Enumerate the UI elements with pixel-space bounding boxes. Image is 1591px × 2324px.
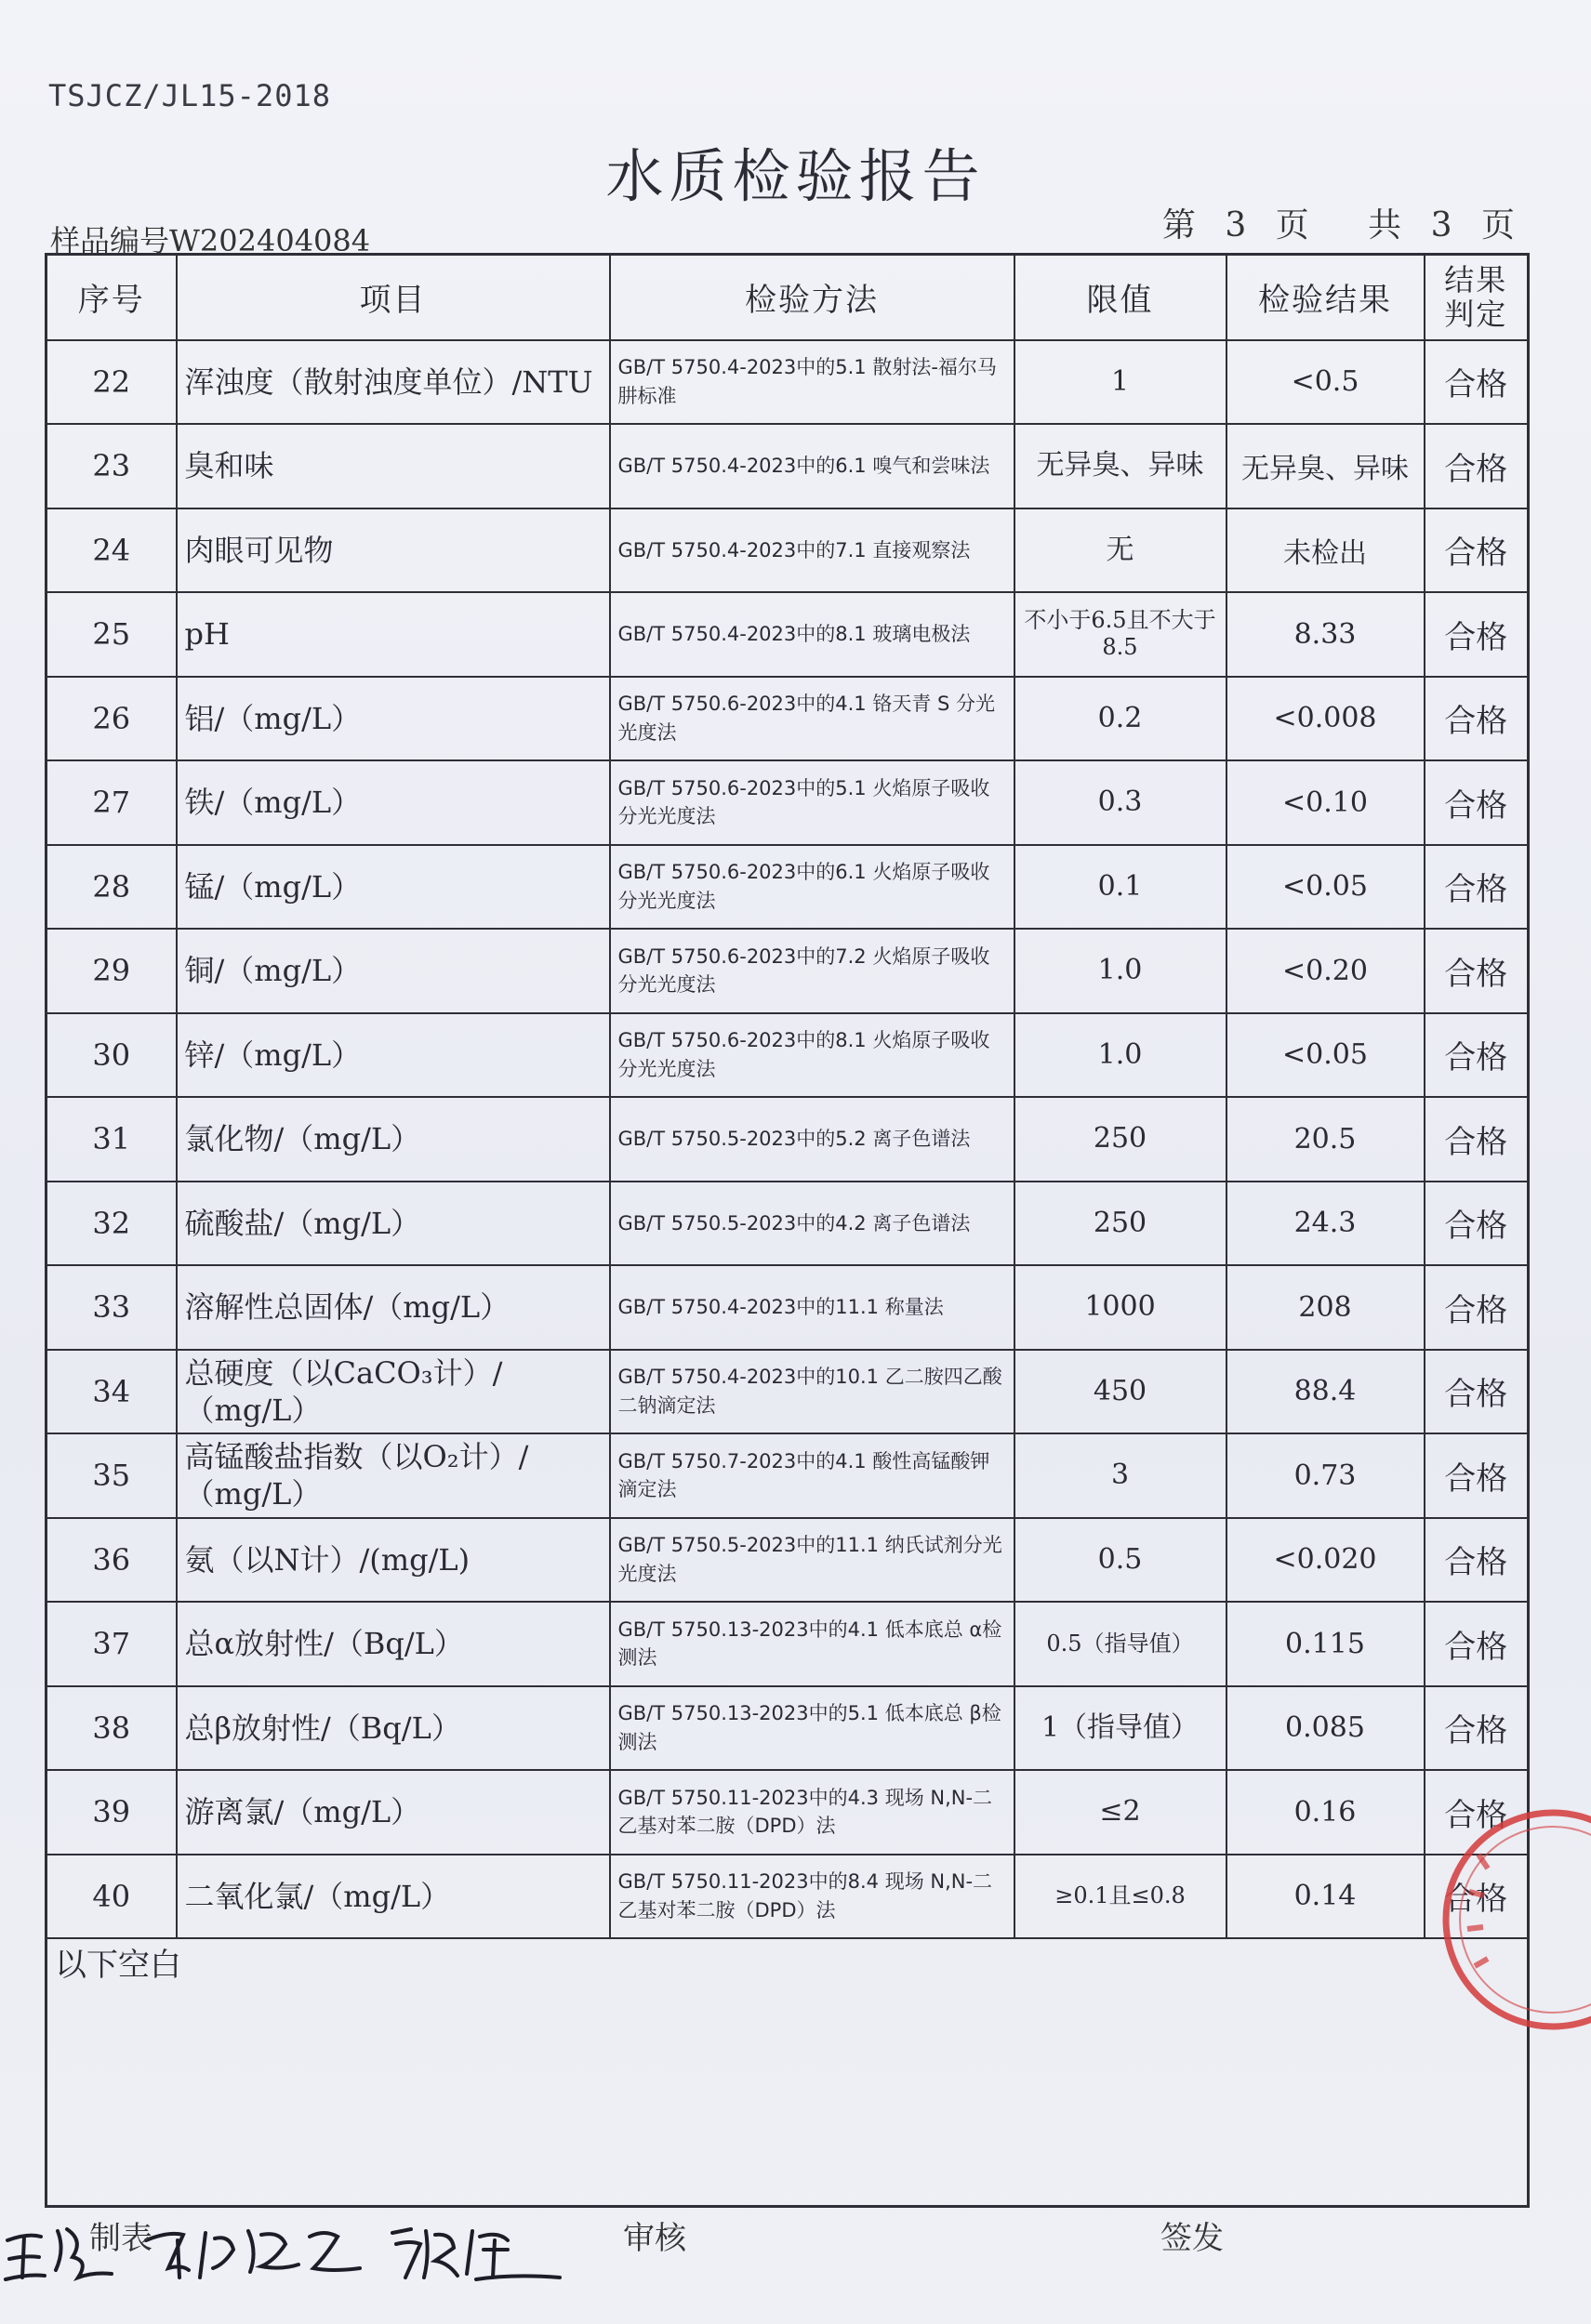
page-indicator: [1155, 199, 1524, 246]
table-row: [46, 760, 1529, 845]
row-limit: 1（指导值）: [1014, 1686, 1226, 1771]
table-row: [46, 508, 1529, 593]
table-row: [46, 677, 1529, 761]
row-limit: 0.1: [1014, 845, 1226, 930]
row-number: 31: [46, 1097, 177, 1182]
row-item: 锰/（mg/L）: [177, 845, 610, 930]
row-result: 0.73: [1226, 1433, 1425, 1518]
row-verdict: 合格: [1425, 1013, 1529, 1098]
row-number: 27: [46, 760, 177, 845]
row-number: 40: [46, 1855, 177, 1939]
col-header-result: 检验结果: [1226, 255, 1425, 340]
row-number: 39: [46, 1770, 177, 1855]
row-number: 32: [46, 1182, 177, 1266]
table-row: [46, 1097, 1529, 1182]
table-row: [46, 1518, 1529, 1603]
row-result: 0.14: [1226, 1855, 1425, 1939]
row-result: 0.115: [1226, 1602, 1425, 1686]
page-label-pre: 第: [1161, 206, 1198, 244]
page-total-pre: 共: [1368, 206, 1404, 244]
page-current: 3: [1225, 206, 1249, 244]
row-verdict: 合格: [1425, 424, 1529, 508]
row-limit: 不小于6.5且不大于8.5: [1014, 592, 1226, 677]
row-limit: 0.5（指导值）: [1014, 1602, 1226, 1686]
table-row: [46, 1013, 1529, 1098]
col-header-item: 项目: [177, 255, 610, 340]
row-method: GB/T 5750.4-2023中的5.1 散射法-福尔马肼标准: [610, 340, 1014, 425]
row-item: 总硬度（以CaCO₃计）/（mg/L）: [177, 1350, 610, 1434]
signature-footer: [0, 2212, 1591, 2287]
col-header-method: 检验方法: [610, 255, 1014, 340]
table-row: [46, 1855, 1529, 1939]
page-label-post: 页: [1480, 206, 1517, 244]
table-row: [46, 1350, 1529, 1434]
row-method: GB/T 5750.4-2023中的8.1 玻璃电极法: [610, 592, 1014, 677]
row-verdict: 合格: [1425, 760, 1529, 845]
row-number: 25: [46, 592, 177, 677]
row-limit: 0.3: [1014, 760, 1226, 845]
row-item: 总α放射性/（Bq/L）: [177, 1602, 610, 1686]
row-item: 臭和味: [177, 424, 610, 508]
row-verdict: 合格: [1425, 508, 1529, 593]
row-method: GB/T 5750.6-2023中的4.1 铬天青 S 分光光度法: [610, 677, 1014, 761]
row-result: <0.008: [1226, 677, 1425, 761]
prepared-by-label: 制表: [89, 2220, 152, 2257]
row-item: 氨（以N计）/(mg/L): [177, 1518, 610, 1603]
row-verdict: 合格: [1425, 1265, 1529, 1350]
row-verdict: 合格: [1425, 1518, 1529, 1603]
row-item: 铝/（mg/L）: [177, 677, 610, 761]
row-method: GB/T 5750.5-2023中的5.2 离子色谱法: [610, 1097, 1014, 1182]
row-item: 游离氯/（mg/L）: [177, 1770, 610, 1855]
table-row: [46, 1433, 1529, 1518]
row-number: 29: [46, 929, 177, 1013]
row-item: 锌/（mg/L）: [177, 1013, 610, 1098]
row-result: 0.085: [1226, 1686, 1425, 1771]
table-row: [46, 929, 1529, 1013]
table-row: [46, 340, 1529, 425]
reviewer-signature: [140, 2212, 373, 2296]
row-result: <0.05: [1226, 845, 1425, 930]
row-method: GB/T 5750.5-2023中的4.2 离子色谱法: [610, 1182, 1014, 1266]
row-verdict: 合格: [1425, 929, 1529, 1013]
col-header-no: 序号: [46, 255, 177, 340]
row-result: 88.4: [1226, 1350, 1425, 1434]
issuer-signature: [383, 2212, 569, 2296]
row-number: 28: [46, 845, 177, 930]
row-limit: 1.0: [1014, 1013, 1226, 1098]
table-row: [46, 1686, 1529, 1771]
row-result: 208: [1226, 1265, 1425, 1350]
row-limit: 250: [1014, 1097, 1226, 1182]
table-row: [46, 845, 1529, 930]
row-item: 铁/（mg/L）: [177, 760, 610, 845]
row-verdict: 合格: [1425, 1686, 1529, 1771]
row-method: GB/T 5750.6-2023中的5.1 火焰原子吸收分光光度法: [610, 760, 1014, 845]
blank-row: [46, 1938, 1529, 2206]
row-limit: 3: [1014, 1433, 1226, 1518]
table-row: [46, 1265, 1529, 1350]
row-item: 总β放射性/（Bq/L）: [177, 1686, 610, 1771]
row-result: 20.5: [1226, 1097, 1425, 1182]
row-method: GB/T 5750.13-2023中的4.1 低本底总 α检测法: [610, 1602, 1014, 1686]
row-method: GB/T 5750.7-2023中的4.1 酸性高锰酸钾滴定法: [610, 1433, 1014, 1518]
row-method: GB/T 5750.6-2023中的6.1 火焰原子吸收分光光度法: [610, 845, 1014, 930]
row-method: GB/T 5750.6-2023中的7.2 火焰原子吸收分光光度法: [610, 929, 1014, 1013]
row-result: 8.33: [1226, 592, 1425, 677]
row-verdict: 合格: [1425, 1602, 1529, 1686]
page-label-mid: 页: [1275, 206, 1311, 244]
row-verdict: 合格: [1425, 677, 1529, 761]
row-result: <0.20: [1226, 929, 1425, 1013]
row-number: 34: [46, 1350, 177, 1434]
table-row: [46, 1182, 1529, 1266]
row-limit: 无异臭、异味: [1014, 424, 1226, 508]
row-number: 23: [46, 424, 177, 508]
row-item: 二氧化氯/（mg/L）: [177, 1855, 610, 1939]
row-verdict: 合格: [1425, 1433, 1529, 1518]
results-table: [45, 253, 1530, 2208]
row-limit: 1000: [1014, 1265, 1226, 1350]
page-total: 3: [1430, 206, 1454, 244]
row-limit: ≥0.1且≤0.8: [1014, 1855, 1226, 1939]
row-limit: 0.2: [1014, 677, 1226, 761]
row-method: GB/T 5750.6-2023中的8.1 火焰原子吸收分光光度法: [610, 1013, 1014, 1098]
row-item: 铜/（mg/L）: [177, 929, 610, 1013]
row-result: 无异臭、异味: [1226, 424, 1425, 508]
col-header-verdict: [1425, 255, 1529, 340]
row-item: 氯化物/（mg/L）: [177, 1097, 610, 1182]
row-item: 肉眼可见物: [177, 508, 610, 593]
row-result: 24.3: [1226, 1182, 1425, 1266]
row-limit: 0.5: [1014, 1518, 1226, 1603]
row-method: GB/T 5750.4-2023中的10.1 乙二胺四乙酸二钠滴定法: [610, 1350, 1014, 1434]
row-item: 浑浊度（散射浊度单位）/NTU: [177, 340, 610, 425]
row-limit: 1: [1014, 340, 1226, 425]
row-verdict: 合格: [1425, 1350, 1529, 1434]
row-method: GB/T 5750.4-2023中的6.1 嗅气和尝味法: [610, 424, 1014, 508]
row-limit: 250: [1014, 1182, 1226, 1266]
col-header-verdict-label: 结果判定: [1444, 261, 1508, 332]
issued-by-label: 签发: [1160, 2220, 1224, 2257]
row-limit: 无: [1014, 508, 1226, 593]
row-verdict: 合格: [1425, 1182, 1529, 1266]
row-verdict: 合格: [1425, 592, 1529, 677]
row-item: 硫酸盐/（mg/L）: [177, 1182, 610, 1266]
row-method: GB/T 5750.4-2023中的11.1 称量法: [610, 1265, 1014, 1350]
row-number: 26: [46, 677, 177, 761]
reviewed-by-label: 审核: [623, 2220, 686, 2257]
row-verdict: 合格: [1425, 1855, 1529, 1939]
table-row: [46, 1602, 1529, 1686]
row-method: GB/T 5750.4-2023中的7.1 直接观察法: [610, 508, 1014, 593]
row-item: 溶解性总固体/（mg/L）: [177, 1265, 610, 1350]
row-verdict: 合格: [1425, 340, 1529, 425]
row-result: <0.5: [1226, 340, 1425, 425]
blank-note: 以下空白: [46, 1938, 1529, 2206]
row-method: GB/T 5750.11-2023中的8.4 现场 N,N-二乙基对苯二胺（DPD）法: [610, 1855, 1014, 1939]
sample-number: 样品编号W202404084: [50, 223, 371, 258]
table-row: [46, 592, 1529, 677]
row-verdict: 合格: [1425, 845, 1529, 930]
row-number: 37: [46, 1602, 177, 1686]
row-method: GB/T 5750.11-2023中的4.3 现场 N,N-二乙基对苯二胺（DPD）法: [610, 1770, 1014, 1855]
row-number: 22: [46, 340, 177, 425]
table-row: [46, 1770, 1529, 1855]
table-header-row: [46, 255, 1529, 340]
row-result: <0.05: [1226, 1013, 1425, 1098]
row-limit: ≤2: [1014, 1770, 1226, 1855]
table-row: [46, 424, 1529, 508]
row-number: 36: [46, 1518, 177, 1603]
row-limit: 1.0: [1014, 929, 1226, 1013]
row-verdict: 合格: [1425, 1770, 1529, 1855]
col-header-limit: 限值: [1014, 255, 1226, 340]
row-item: pH: [177, 592, 610, 677]
row-result: <0.020: [1226, 1518, 1425, 1603]
row-result: 0.16: [1226, 1770, 1425, 1855]
document-code: TSJCZ/JL15-2018: [48, 78, 331, 113]
row-number: 38: [46, 1686, 177, 1771]
row-result: <0.10: [1226, 760, 1425, 845]
row-limit: 450: [1014, 1350, 1226, 1434]
row-result: 未检出: [1226, 508, 1425, 593]
row-number: 35: [46, 1433, 177, 1518]
row-item: 高锰酸盐指数（以O₂计）/（mg/L）: [177, 1433, 610, 1518]
row-number: 24: [46, 508, 177, 593]
row-number: 33: [46, 1265, 177, 1350]
row-method: GB/T 5750.5-2023中的11.1 纳氏试剂分光光度法: [610, 1518, 1014, 1603]
row-method: GB/T 5750.13-2023中的5.1 低本底总 β检测法: [610, 1686, 1014, 1771]
row-number: 30: [46, 1013, 177, 1098]
report-title: 水质检验报告: [605, 142, 986, 210]
row-verdict: 合格: [1425, 1097, 1529, 1182]
